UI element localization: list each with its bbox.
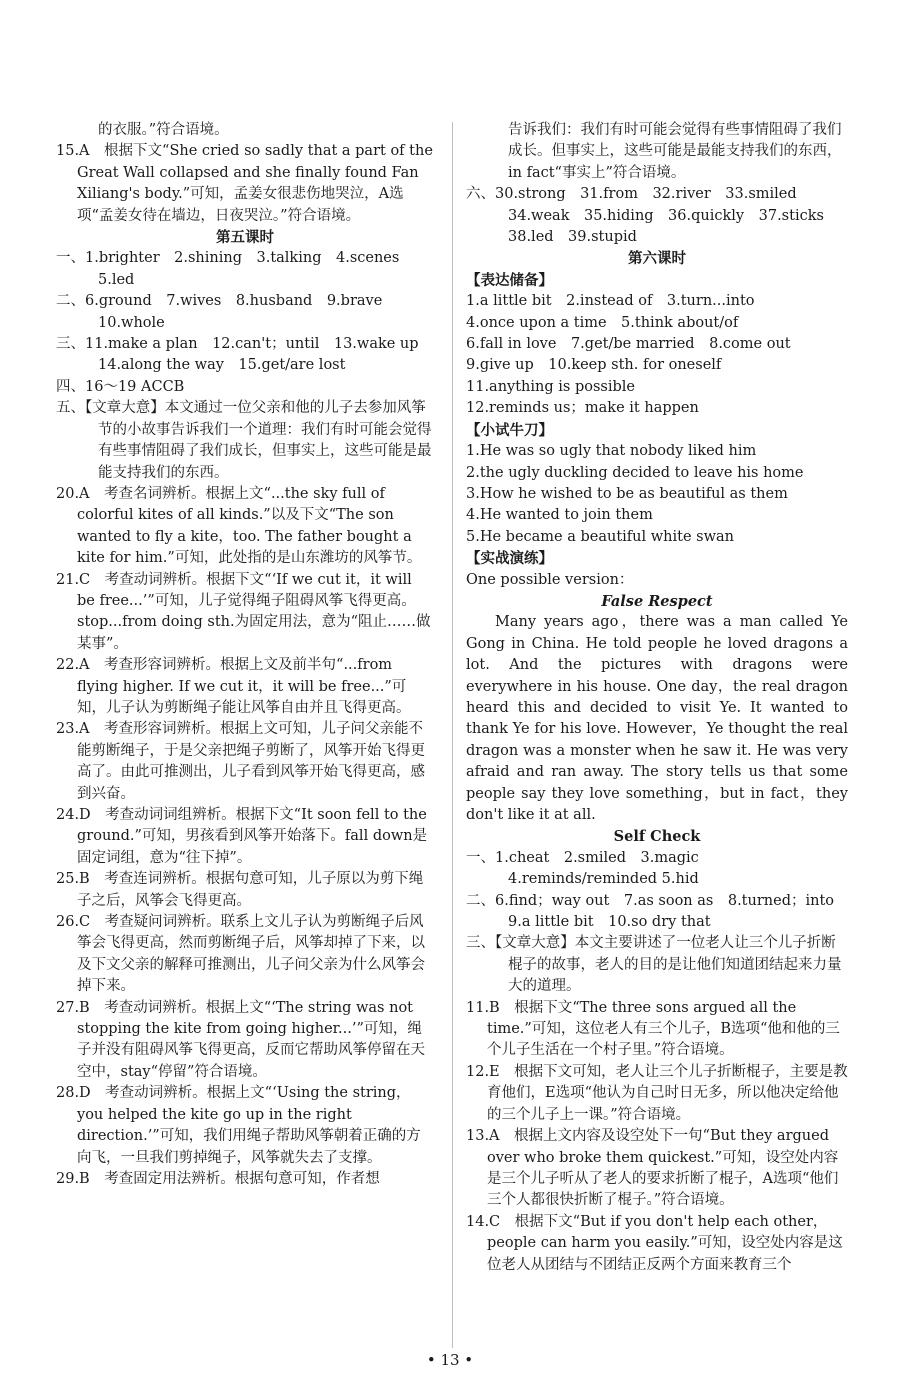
right-block-23: 三、【文章大意】本文主要讲述了一位老人让三个儿子折断棍子的故事，老人的目的是让他们知道团结起来力量大的道理。	[466, 935, 842, 995]
left-block-3: 一、1.brighter 2.shining 3.talking 4.scenes 5.led	[56, 250, 400, 288]
left-block-5: 三、11.make a plan 12.can't；until 13.wake up 14.along the way 15.get/are lost	[56, 336, 419, 374]
left-block-9: 21.C 考查动词辨析。根据下文“‘If we cut it，it will be free...’”可知，儿子觉得绳子阻碍风筝飞得更高。stop...from doing sth.为固定用法，意为“阻止……做某事”。	[56, 571, 431, 652]
right-block-24: 11.B 根据下文“The three sons argued all the time.”可知，这位老人有三个儿子，B选项“他和他的三个儿子生活在一个村子里。”符合语境。	[466, 999, 840, 1059]
right-block-0: 告诉我们：我们有时可能会觉得有些事情阻碍了我们成长。但事实上，这些可能是最能支持我们的东西，in fact“事实上”符合语境。	[508, 122, 842, 181]
right-block-15: 5.He became a beautiful white swan	[466, 528, 734, 545]
right-block-1: 六、30.strong 31.from 32.river 33.smiled 34.weak 35.hiding 36.quickly 37.sticks 38.led 39.stupid	[466, 186, 824, 246]
right-block-6: 6.fall in love 7.get/be married 8.come out	[466, 336, 791, 353]
right-block-2: 第六课时	[628, 250, 686, 268]
left-block-10: 22.A 考查形容词辨析。根据上文及前半句“...from flying higher. If we cut it，it will be free...”可知，儿子认为剪断绳子能让风筝自由并且飞得更高。	[56, 657, 411, 716]
right-block-5: 4.once upon a time 5.think about/of	[466, 314, 739, 331]
right-block-9: 12.reminds us；make it happen	[466, 400, 699, 417]
left-block-1: 15.A 根据下文“She cried so sadly that a part of the Great Wall collapsed and she finally found Fan Xiliang's body.”可知，孟姜女很悲伤地哭泣，A选项“孟姜女待在墙边，日夜哭泣。”符合语境。	[56, 143, 433, 224]
right-block-4: 1.a little bit 2.instead of 3.turn...into	[466, 293, 755, 310]
left-block-15: 27.B 考查动词辨析。根据上文“‘The string was not stopping the kite from going higher...’”可知，绳子并没有阻碍风筝飞得更高，反而它帮助风筝停留在天空中，stay“停留”符合语境。	[56, 999, 425, 1080]
left-block-7: 五、【文章大意】本文通过一位父亲和他的儿子去参加风筝节的小故事告诉我们一个道理：我们有时可能会觉得有些事情阻碍了我们成长，但事实上，这些可能是最能支持我们的东西。	[56, 400, 432, 481]
right-block-19: Many years ago，there was a man called Ye Gong in China. He told people he loved dragons a lot. And the pictures with dragons were everywhere in his house. One day，the real dragon heard this and decided to visit Ye. It wanted to thank Ye for his love. However，Ye thought the real dragon was a monster when he saw it. He was very afraid and ran away. The story tells us that some people say they love something，but in fact，they don't like it at all.	[466, 614, 848, 823]
page-number: • 13 •	[426, 1351, 474, 1369]
right-block-14: 4.He wanted to join them	[466, 507, 653, 524]
left-block-8: 20.A 考查名词辨析。根据上文“...the sky full of colorful kites of all kinds.”以及下文“The son wanted to fly a kite，too. The father bought a kite for him.”可知，此处指的是山东潍坊的风筝节。	[56, 485, 422, 567]
right-block-27: 14.C 根据下文“But if you don't help each other，people can harm you easily.”可知，设空处内容是这位老人从团结与不团结正反两个方面来教育三个	[466, 1213, 843, 1273]
right-block-26: 13.A 根据上文内容及设空处下一句“But they argued over who broke them quickest.”可知，设空处内容是三个儿子听从了老人的要求折断了棍子，A选项“他们三个人都很快折断了棍子。”符合语境。	[466, 1128, 839, 1209]
right-block-25: 12.E 根据下文可知，老人让三个儿子折断棍子，主要是教育他们，E选项“他认为自己时日无多，所以他决定给他的三个儿子上一课。”符合语境。	[466, 1063, 848, 1123]
right-block-17: One possible version：	[466, 571, 634, 588]
left-block-0: 的衣服。”符合语境。	[98, 122, 229, 138]
column-divider	[452, 122, 453, 1348]
right-block-8: 11.anything is possible	[466, 378, 635, 395]
right-block-21: 一、1.cheat 2.smiled 3.magic 4.reminds/reminded 5.hid	[466, 849, 714, 888]
right-block-12: 2.the ugly duckling decided to leave his home	[466, 464, 804, 481]
left-block-16: 28.D 考查动词辨析。根据上文“‘Using the string，you helped the kite go up in the right direction.’”可知，我们用绳子帮助风筝朝着正确的方向飞，一旦我们剪掉绳子，风筝就失去了支撑。	[56, 1085, 421, 1166]
right-block-22: 二、6.find；way out 7.as soon as 8.turned；into 9.a little bit 10.so dry that	[466, 892, 835, 931]
left-block-12: 24.D 考查动词词组辨析。根据下文“It soon fell to the ground.”可知，男孩看到风筝开始落下。fall down是固定词组，意为“往下掉”。	[56, 807, 428, 866]
left-block-17: 29.B 考查固定用法辨析。根据句意可知，作者想	[56, 1170, 380, 1187]
right-block-3: 【表达储备】	[466, 271, 553, 289]
right-block-18: False Respect	[601, 592, 713, 610]
left-block-2: 第五课时	[216, 229, 274, 247]
left-block-11: 23.A 考查形容词辨析。根据上文可知，儿子问父亲能不能剪断绳子，于是父亲把绳子剪断了，风筝开始飞得更高了。由此可推测出，儿子看到风筝开始飞得更高，感到兴奋。	[56, 721, 425, 802]
right-block-7: 9.give up 10.keep sth. for oneself	[466, 357, 722, 374]
right-block-13: 3.How he wished to be as beautiful as them	[466, 485, 788, 502]
right-block-10: 【小试牛刀】	[466, 421, 553, 439]
right-column	[466, 120, 848, 1276]
right-block-16: 【实战演练】	[466, 550, 553, 568]
right-block-11: 1.He was so ugly that nobody liked him	[466, 443, 757, 460]
left-block-6: 四、16～19 ACCB	[56, 378, 185, 395]
left-block-13: 25.B 考查连词辨析。根据句意可知，儿子原以为剪下绳子之后，风筝会飞得更高。	[56, 871, 424, 909]
left-block-14: 26.C 考查疑问词辨析。联系上文儿子认为剪断绳子后风筝会飞得更高，然而剪断绳子后，风筝却掉了下来，以及下文父亲的解释可推测出，儿子问父亲为什么风筝会掉下来。	[56, 914, 425, 995]
left-column	[56, 120, 434, 1190]
left-block-4: 二、6.ground 7.wives 8.husband 9.brave 10.whole	[56, 293, 383, 331]
right-block-20: Self Check	[613, 828, 701, 846]
